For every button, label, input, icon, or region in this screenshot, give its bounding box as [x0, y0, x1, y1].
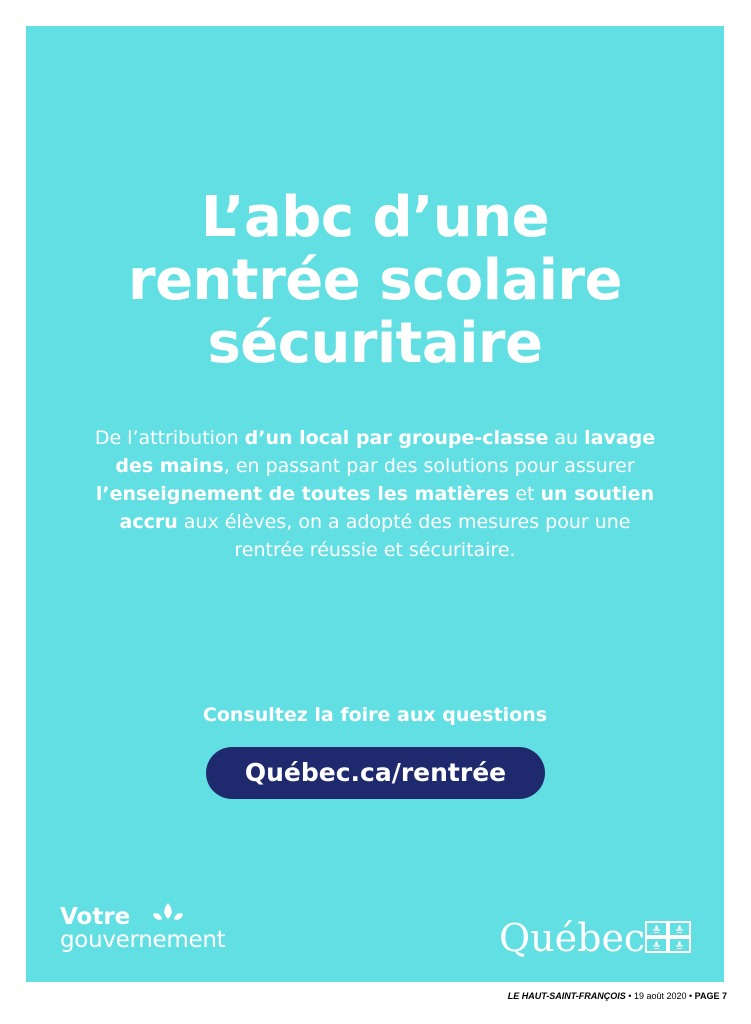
body-text-segment: au	[548, 427, 585, 449]
page-footer	[508, 991, 727, 1001]
body-bold-segment: un soutien accru	[119, 483, 655, 533]
publication-name: LE HAUT-SAINT-FRANÇOIS	[507, 991, 626, 1001]
body-bold-segment: lavage des mains	[115, 427, 656, 477]
gouvernement-label: gouvernement	[60, 927, 226, 953]
page-number: PAGE 7	[694, 991, 727, 1001]
body-bold-segment: l’enseignement de toutes les matières	[95, 483, 510, 505]
publication-date: • 19 août 2020 •	[625, 991, 695, 1001]
quebec-wordmark: Québec	[499, 916, 646, 960]
headline-line-1: L’abc d’une	[200, 185, 550, 250]
votre-gouvernement-logo	[60, 906, 225, 952]
body-bold-segment: d’un local par groupe-classe	[244, 427, 549, 449]
fleur-de-lis-icon	[150, 902, 186, 930]
quebec-url-button[interactable]: Québec.ca/rentrée	[206, 747, 545, 799]
body-text-segment: De l’attribution	[94, 427, 245, 449]
headline-line-3: sécuritaire	[207, 311, 543, 376]
quebec-flag-icon	[645, 921, 691, 953]
cta-label: Consultez la foire aux questions	[202, 704, 548, 726]
headline	[26, 186, 724, 375]
body-paragraph	[86, 424, 664, 564]
body-text-segment: aux élèves, on a adopté des mesures pour une rentrée réussie et sécuritaire.	[177, 511, 631, 561]
advertisement	[26, 26, 724, 982]
body-text-segment: , en passant par des solutions pour assurer	[223, 455, 635, 477]
votre-label: Votre	[60, 904, 131, 930]
headline-line-2: rentrée scolaire	[127, 248, 623, 313]
body-text-segment: et	[509, 483, 541, 505]
